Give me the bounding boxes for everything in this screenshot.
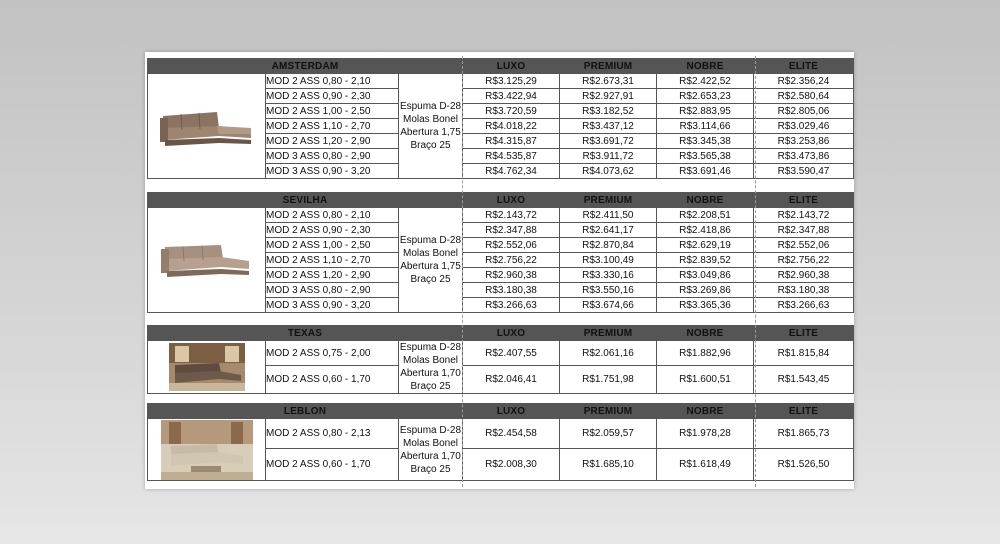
model-cell: MOD 2 ASS 1,10 - 2,70 bbox=[266, 119, 399, 134]
spec-line: Espuma D-28 bbox=[399, 101, 462, 112]
column-header-luxo: LUXO bbox=[463, 404, 560, 419]
spec-line: Abertura 1,75 bbox=[400, 127, 461, 138]
product-block-amsterdam bbox=[147, 58, 853, 179]
product-block-sevilha bbox=[147, 192, 853, 313]
price-cell: R$2.418,86 bbox=[657, 223, 754, 238]
product-name: TEXAS bbox=[148, 326, 463, 341]
product-block-texas bbox=[147, 325, 853, 394]
product-name: LEBLON bbox=[148, 404, 463, 419]
spec-cell bbox=[399, 74, 463, 179]
sofa-photo-icon bbox=[169, 343, 245, 391]
spec-line: Espuma D-28 bbox=[399, 342, 462, 353]
price-cell: R$1.618,49 bbox=[657, 449, 754, 481]
page-break-line bbox=[755, 56, 756, 487]
price-cell: R$2.805,06 bbox=[754, 104, 854, 119]
sofa-icon bbox=[157, 235, 257, 285]
price-table bbox=[147, 192, 854, 313]
spec-line: Espuma D-28 bbox=[399, 235, 462, 246]
spec-line: Braço 25 bbox=[410, 140, 451, 151]
price-cell: R$2.673,31 bbox=[560, 74, 657, 89]
price-cell: R$3.266,63 bbox=[463, 298, 560, 313]
spec-cell bbox=[399, 341, 463, 394]
spec-line: Abertura 1,75 bbox=[400, 261, 461, 272]
product-block-leblon bbox=[147, 403, 853, 481]
price-cell: R$3.049,86 bbox=[657, 268, 754, 283]
price-table bbox=[147, 58, 854, 179]
price-cell: R$2.046,41 bbox=[463, 366, 560, 394]
model-cell: MOD 2 ASS 1,20 - 2,90 bbox=[266, 268, 399, 283]
spec-line: Braço 25 bbox=[410, 381, 451, 392]
spec-line: Braço 25 bbox=[410, 463, 451, 475]
model-cell: MOD 2 ASS 1,00 - 2,50 bbox=[266, 104, 399, 119]
column-header-elite: ELITE bbox=[754, 404, 854, 419]
spec-line: Molas Bonel bbox=[402, 437, 459, 449]
product-name: SEVILHA bbox=[148, 193, 463, 208]
price-cell: R$2.883,95 bbox=[657, 104, 754, 119]
column-header-elite: ELITE bbox=[754, 59, 854, 74]
sofa-icon bbox=[157, 98, 257, 154]
price-cell: R$2.641,17 bbox=[560, 223, 657, 238]
model-cell: MOD 3 ASS 0,80 - 2,90 bbox=[266, 149, 399, 164]
price-cell: R$3.345,38 bbox=[657, 134, 754, 149]
sofa-image bbox=[148, 419, 266, 481]
price-cell: R$4.315,87 bbox=[463, 134, 560, 149]
price-cell: R$3.691,46 bbox=[657, 164, 754, 179]
price-cell: R$4.073,62 bbox=[560, 164, 657, 179]
price-cell: R$1.865,73 bbox=[754, 419, 854, 449]
spec-line: Abertura 1,70 bbox=[400, 368, 461, 379]
price-cell: R$3.691,72 bbox=[560, 134, 657, 149]
price-cell: R$2.411,50 bbox=[560, 208, 657, 223]
column-header-nobre: NOBRE bbox=[657, 326, 754, 341]
price-cell: R$3.330,16 bbox=[560, 268, 657, 283]
price-cell: R$2.008,30 bbox=[463, 449, 560, 481]
price-cell: R$1.882,96 bbox=[657, 341, 754, 366]
price-cell: R$3.269,86 bbox=[657, 283, 754, 298]
page-break-line bbox=[462, 56, 463, 487]
price-cell: R$3.100,49 bbox=[560, 253, 657, 268]
price-cell: R$1.600,51 bbox=[657, 366, 754, 394]
price-cell: R$2.580,64 bbox=[754, 89, 854, 104]
spec-cell bbox=[399, 208, 463, 313]
model-cell: MOD 3 ASS 0,80 - 2,90 bbox=[266, 283, 399, 298]
spec-line: Espuma D-28 bbox=[399, 424, 462, 436]
model-cell: MOD 2 ASS 0,80 - 2,10 bbox=[266, 74, 399, 89]
price-cell: R$3.422,94 bbox=[463, 89, 560, 104]
price-cell: R$1.543,45 bbox=[754, 366, 854, 394]
column-header-premium: PREMIUM bbox=[560, 326, 657, 341]
price-table bbox=[147, 403, 854, 481]
price-cell: R$1.978,28 bbox=[657, 419, 754, 449]
price-cell: R$3.253,86 bbox=[754, 134, 854, 149]
sofa-photo-icon bbox=[161, 420, 253, 480]
price-cell: R$3.180,38 bbox=[754, 283, 854, 298]
price-cell: R$2.407,55 bbox=[463, 341, 560, 366]
price-cell: R$2.960,38 bbox=[754, 268, 854, 283]
model-cell: MOD 2 ASS 0,80 - 2,13 bbox=[266, 419, 399, 449]
price-cell: R$3.365,36 bbox=[657, 298, 754, 313]
price-cell: R$2.927,91 bbox=[560, 89, 657, 104]
price-cell: R$2.756,22 bbox=[754, 253, 854, 268]
price-cell: R$3.911,72 bbox=[560, 149, 657, 164]
spec-line: Molas Bonel bbox=[402, 355, 459, 366]
spec-line: Molas Bonel bbox=[402, 248, 459, 259]
model-cell: MOD 2 ASS 0,90 - 2,30 bbox=[266, 89, 399, 104]
model-cell: MOD 2 ASS 0,60 - 1,70 bbox=[266, 366, 399, 394]
price-cell: R$2.629,19 bbox=[657, 238, 754, 253]
column-header-premium: PREMIUM bbox=[560, 59, 657, 74]
price-table bbox=[147, 325, 854, 394]
model-cell: MOD 2 ASS 1,10 - 2,70 bbox=[266, 253, 399, 268]
price-cell: R$2.356,24 bbox=[754, 74, 854, 89]
column-header-luxo: LUXO bbox=[463, 193, 560, 208]
price-cell: R$3.125,29 bbox=[463, 74, 560, 89]
price-cell: R$2.143,72 bbox=[754, 208, 854, 223]
price-cell: R$2.347,88 bbox=[754, 223, 854, 238]
price-cell: R$2.653,23 bbox=[657, 89, 754, 104]
price-cell: R$2.347,88 bbox=[463, 223, 560, 238]
price-cell: R$3.674,66 bbox=[560, 298, 657, 313]
price-cell: R$2.552,06 bbox=[754, 238, 854, 253]
model-cell: MOD 2 ASS 1,00 - 2,50 bbox=[266, 238, 399, 253]
price-cell: R$3.182,52 bbox=[560, 104, 657, 119]
column-header-nobre: NOBRE bbox=[657, 404, 754, 419]
model-cell: MOD 2 ASS 1,20 - 2,90 bbox=[266, 134, 399, 149]
price-cell: R$3.720,59 bbox=[463, 104, 560, 119]
column-header-luxo: LUXO bbox=[463, 326, 560, 341]
column-header-luxo: LUXO bbox=[463, 59, 560, 74]
model-cell: MOD 2 ASS 0,75 - 2,00 bbox=[266, 341, 399, 366]
model-cell: MOD 2 ASS 0,80 - 2,10 bbox=[266, 208, 399, 223]
price-cell: R$1.751,98 bbox=[560, 366, 657, 394]
price-cell: R$3.266,63 bbox=[754, 298, 854, 313]
price-cell: R$3.550,16 bbox=[560, 283, 657, 298]
column-header-nobre: NOBRE bbox=[657, 193, 754, 208]
column-header-elite: ELITE bbox=[754, 193, 854, 208]
column-header-premium: PREMIUM bbox=[560, 193, 657, 208]
column-header-premium: PREMIUM bbox=[560, 404, 657, 419]
price-cell: R$1.526,50 bbox=[754, 449, 854, 481]
price-cell: R$1.815,84 bbox=[754, 341, 854, 366]
product-name: AMSTERDAM bbox=[148, 59, 463, 74]
model-cell: MOD 3 ASS 0,90 - 3,20 bbox=[266, 298, 399, 313]
model-cell: MOD 2 ASS 0,60 - 1,70 bbox=[266, 449, 399, 481]
price-cell: R$2.061,16 bbox=[560, 341, 657, 366]
spec-cell bbox=[399, 419, 463, 481]
price-cell: R$2.422,52 bbox=[657, 74, 754, 89]
sofa-image bbox=[148, 341, 266, 394]
model-cell: MOD 3 ASS 0,90 - 3,20 bbox=[266, 164, 399, 179]
price-cell: R$3.590,47 bbox=[754, 164, 854, 179]
model-cell: MOD 2 ASS 0,90 - 2,30 bbox=[266, 223, 399, 238]
price-cell: R$3.114,66 bbox=[657, 119, 754, 134]
price-cell: R$4.018,22 bbox=[463, 119, 560, 134]
price-cell: R$2.454,58 bbox=[463, 419, 560, 449]
spec-line: Braço 25 bbox=[410, 274, 451, 285]
price-cell: R$2.960,38 bbox=[463, 268, 560, 283]
price-cell: R$2.059,57 bbox=[560, 419, 657, 449]
price-cell: R$3.437,12 bbox=[560, 119, 657, 134]
spec-line: Molas Bonel bbox=[402, 114, 459, 125]
price-cell: R$4.535,87 bbox=[463, 149, 560, 164]
price-cell: R$4.762,34 bbox=[463, 164, 560, 179]
price-cell: R$2.143,72 bbox=[463, 208, 560, 223]
price-cell: R$3.029,46 bbox=[754, 119, 854, 134]
column-header-elite: ELITE bbox=[754, 326, 854, 341]
spec-line: Abertura 1,70 bbox=[400, 450, 461, 462]
column-header-nobre: NOBRE bbox=[657, 59, 754, 74]
price-cell: R$3.180,38 bbox=[463, 283, 560, 298]
sofa-image bbox=[148, 74, 266, 179]
price-cell: R$2.208,51 bbox=[657, 208, 754, 223]
price-cell: R$2.552,06 bbox=[463, 238, 560, 253]
price-cell: R$2.756,22 bbox=[463, 253, 560, 268]
sofa-image bbox=[148, 208, 266, 313]
price-cell: R$2.839,52 bbox=[657, 253, 754, 268]
price-cell: R$2.870,84 bbox=[560, 238, 657, 253]
price-cell: R$3.565,38 bbox=[657, 149, 754, 164]
price-cell: R$1.685,10 bbox=[560, 449, 657, 481]
price-cell: R$3.473,86 bbox=[754, 149, 854, 164]
